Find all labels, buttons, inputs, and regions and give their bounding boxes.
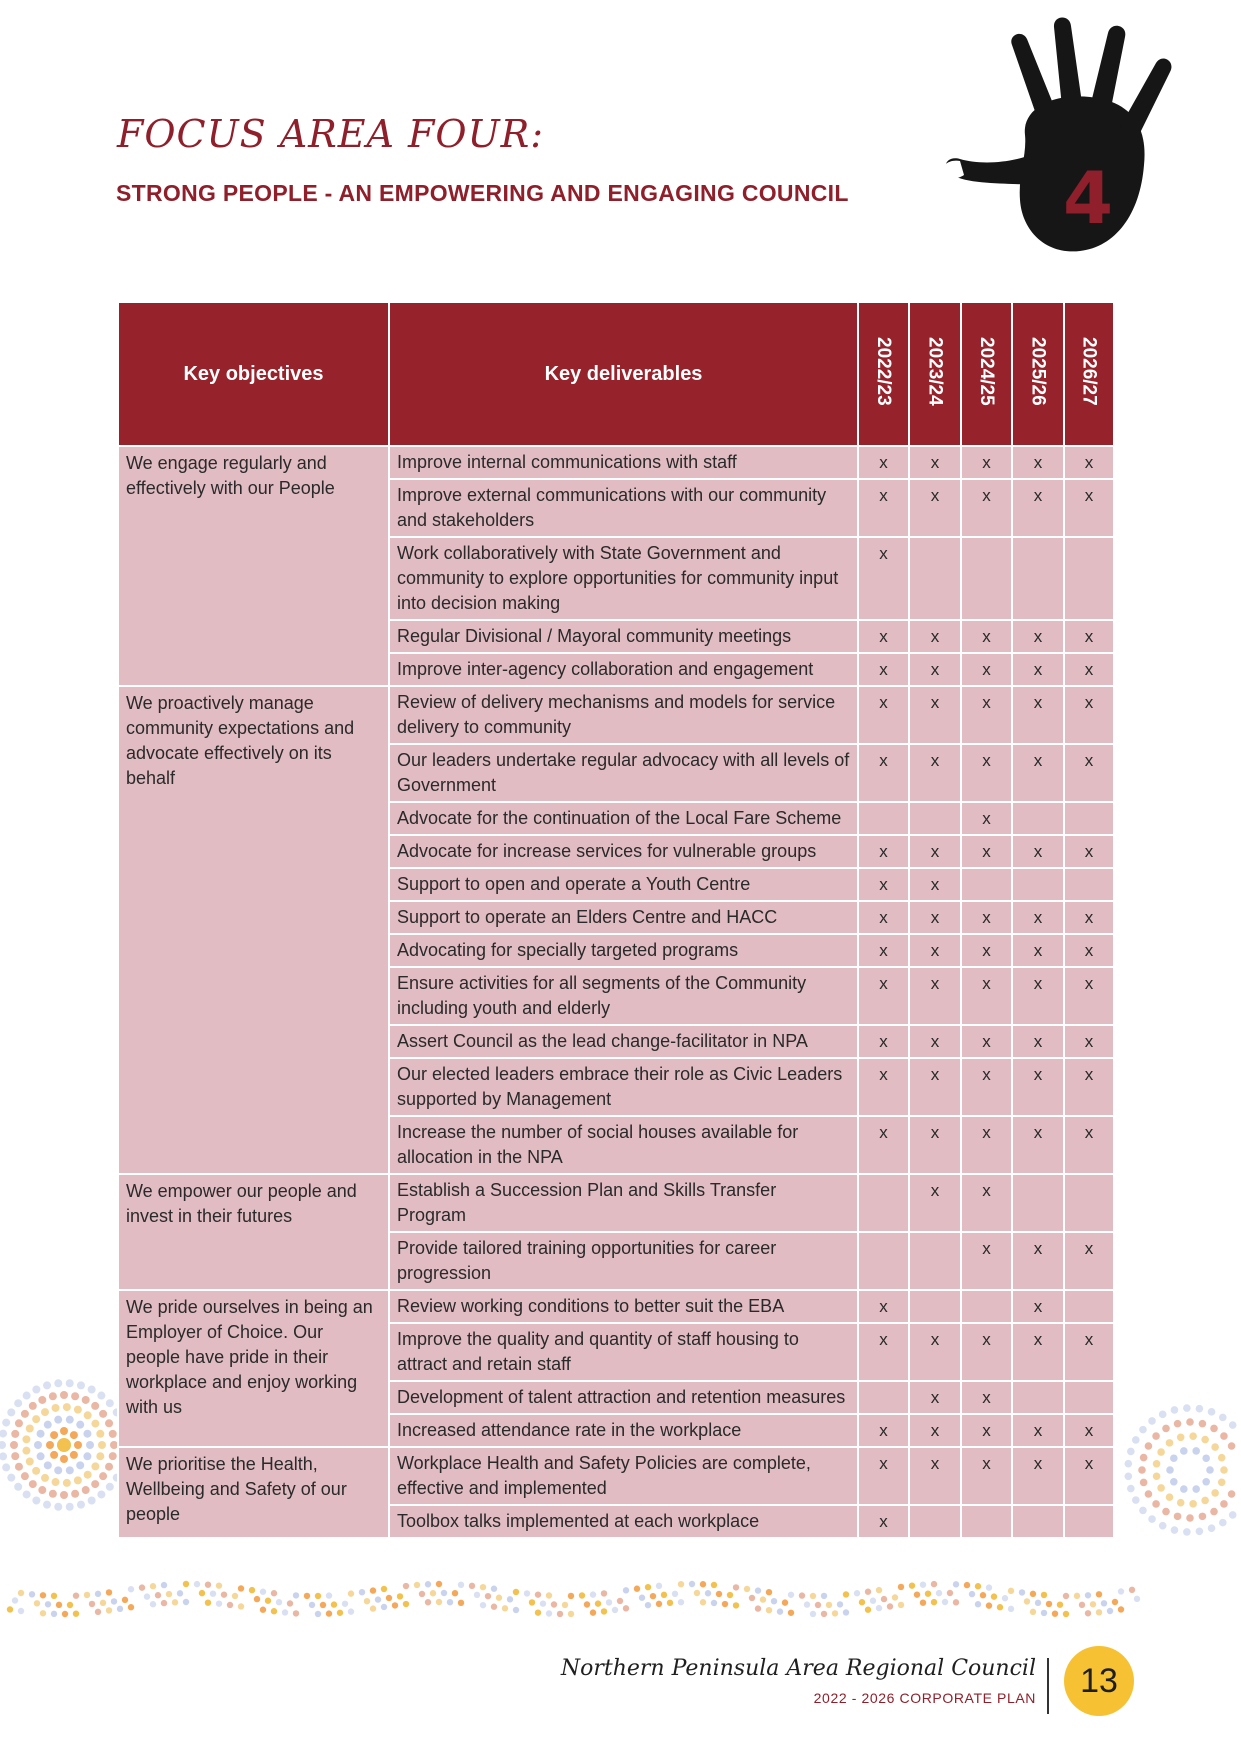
year-mark-cell xyxy=(858,1381,909,1414)
year-mark-cell: x xyxy=(1064,620,1114,653)
year-mark-cell xyxy=(1064,1174,1114,1232)
year-mark-cell xyxy=(961,1290,1012,1323)
year-mark-cell xyxy=(909,802,961,835)
year-mark-cell: x xyxy=(909,653,961,686)
year-mark-cell: x xyxy=(1012,446,1064,479)
year-mark-cell: x xyxy=(1064,1232,1114,1290)
table-row xyxy=(118,1174,1114,1232)
year-mark-cell: x xyxy=(858,835,909,868)
year-mark-cell: x xyxy=(1012,479,1064,537)
deliverable-cell: Improve internal communications with staff xyxy=(389,446,858,479)
year-mark-cell: x xyxy=(858,537,909,620)
deliverable-cell: Increase the number of social houses available for allocation in the NPA xyxy=(389,1116,858,1174)
year-mark-cell: x xyxy=(961,1232,1012,1290)
year-mark-cell xyxy=(961,868,1012,901)
deliverable-cell: Assert Council as the lead change-facilitator in NPA xyxy=(389,1025,858,1058)
table-header-row xyxy=(118,302,1114,446)
year-mark-cell: x xyxy=(909,1058,961,1116)
year-mark-cell: x xyxy=(1012,835,1064,868)
year-mark-cell: x xyxy=(961,934,1012,967)
year-mark-cell: x xyxy=(1012,1290,1064,1323)
year-mark-cell xyxy=(858,802,909,835)
year-mark-cell xyxy=(909,1290,961,1323)
objective-cell: We proactively manage community expectations and advocate effectively on its behalf xyxy=(118,686,389,1174)
header-year-2023-24: 2023/24 xyxy=(909,302,961,446)
header-year-2025-26: 2025/26 xyxy=(1012,302,1064,446)
year-mark-cell: x xyxy=(1064,1323,1114,1381)
year-mark-cell: x xyxy=(1012,1058,1064,1116)
year-mark-cell xyxy=(1012,1174,1064,1232)
year-mark-cell xyxy=(1064,1290,1114,1323)
year-mark-cell xyxy=(1012,537,1064,620)
year-mark-cell: x xyxy=(1012,901,1064,934)
year-mark-cell: x xyxy=(858,1290,909,1323)
year-mark-cell: x xyxy=(961,1058,1012,1116)
year-mark-cell xyxy=(1064,537,1114,620)
deliverable-cell: Support to open and operate a Youth Centre xyxy=(389,868,858,901)
year-mark-cell: x xyxy=(858,620,909,653)
year-mark-cell: x xyxy=(1012,1414,1064,1447)
focus-area-number: 4 xyxy=(1063,156,1114,240)
year-mark-cell: x xyxy=(1064,479,1114,537)
year-mark-cell: x xyxy=(1064,967,1114,1025)
objective-cell: We empower our people and invest in their futures xyxy=(118,1174,389,1290)
deliverable-cell: Improve inter-agency collaboration and engagement xyxy=(389,653,858,686)
deliverable-cell: Ensure activities for all segments of the Community including youth and elderly xyxy=(389,967,858,1025)
year-mark-cell: x xyxy=(909,446,961,479)
table-row xyxy=(118,1290,1114,1323)
year-mark-cell: x xyxy=(1012,1116,1064,1174)
year-mark-cell: x xyxy=(961,1323,1012,1381)
year-mark-cell: x xyxy=(1012,653,1064,686)
year-mark-cell: x xyxy=(1012,1323,1064,1381)
year-mark-cell: x xyxy=(858,901,909,934)
year-mark-cell: x xyxy=(961,446,1012,479)
year-mark-cell: x xyxy=(909,1414,961,1447)
header-key-objectives: Key objectives xyxy=(118,302,389,446)
year-mark-cell: x xyxy=(858,1323,909,1381)
header-year-2022-23: 2022/23 xyxy=(858,302,909,446)
year-mark-cell: x xyxy=(858,1025,909,1058)
year-mark-cell: x xyxy=(961,967,1012,1025)
year-mark-cell: x xyxy=(858,1116,909,1174)
year-mark-cell: x xyxy=(858,967,909,1025)
year-mark-cell: x xyxy=(1012,1025,1064,1058)
deliverable-cell: Review working conditions to better suit the EBA xyxy=(389,1290,858,1323)
focus-area-subtitle: STRONG PEOPLE - AN EMPOWERING AND ENGAGING COUNCIL xyxy=(116,180,849,206)
year-mark-cell: x xyxy=(1012,1447,1064,1505)
year-mark-cell xyxy=(1012,1505,1064,1538)
year-mark-cell xyxy=(1012,1381,1064,1414)
header-year-2026-27: 2026/27 xyxy=(1064,302,1114,446)
year-mark-cell: x xyxy=(1064,1058,1114,1116)
objectives-table xyxy=(117,301,1115,1539)
year-mark-cell: x xyxy=(961,1447,1012,1505)
year-mark-cell: x xyxy=(961,1116,1012,1174)
objective-cell: We pride ourselves in being an Employer of Choice. Our people have pride in their workplace and enjoy working with us xyxy=(118,1290,389,1447)
year-mark-cell: x xyxy=(858,1058,909,1116)
year-mark-cell: x xyxy=(858,868,909,901)
deliverable-cell: Our elected leaders embrace their role as Civic Leaders supported by Management xyxy=(389,1058,858,1116)
table-body xyxy=(118,446,1114,1538)
year-mark-cell: x xyxy=(1064,835,1114,868)
year-mark-cell: x xyxy=(961,1025,1012,1058)
header-year-2024-25: 2024/25 xyxy=(961,302,1012,446)
deliverable-cell: Advocate for increase services for vulnerable groups xyxy=(389,835,858,868)
year-mark-cell: x xyxy=(909,967,961,1025)
deliverable-cell: Establish a Succession Plan and Skills Transfer Program xyxy=(389,1174,858,1232)
deliverable-cell: Improve external communications with our community and stakeholders xyxy=(389,479,858,537)
year-mark-cell: x xyxy=(961,835,1012,868)
footer-plan-label: 2022 - 2026 CORPORATE PLAN xyxy=(813,1690,1036,1706)
year-mark-cell: x xyxy=(858,934,909,967)
footer-divider xyxy=(1047,1658,1049,1714)
year-mark-cell: x xyxy=(1064,1025,1114,1058)
deliverable-cell: Work collaboratively with State Government and community to explore opportunities for community input into decision making xyxy=(389,537,858,620)
year-mark-cell: x xyxy=(909,479,961,537)
year-mark-cell: x xyxy=(1064,686,1114,744)
year-mark-cell: x xyxy=(961,901,1012,934)
year-mark-cell: x xyxy=(1064,1447,1114,1505)
table-row xyxy=(118,446,1114,479)
year-mark-cell: x xyxy=(909,1116,961,1174)
year-mark-cell xyxy=(858,1174,909,1232)
year-mark-cell: x xyxy=(1064,1116,1114,1174)
year-mark-cell xyxy=(1064,802,1114,835)
header-key-deliverables: Key deliverables xyxy=(389,302,858,446)
year-mark-cell xyxy=(909,1232,961,1290)
year-mark-cell: x xyxy=(1064,1414,1114,1447)
deliverable-cell: Review of delivery mechanisms and models for service delivery to community xyxy=(389,686,858,744)
year-mark-cell xyxy=(909,1505,961,1538)
year-mark-cell: x xyxy=(909,1447,961,1505)
year-mark-cell: x xyxy=(909,868,961,901)
year-mark-cell xyxy=(858,1232,909,1290)
year-mark-cell: x xyxy=(858,744,909,802)
table-row xyxy=(118,1447,1114,1505)
year-mark-cell xyxy=(1064,868,1114,901)
year-mark-cell: x xyxy=(1064,653,1114,686)
year-mark-cell: x xyxy=(1012,686,1064,744)
year-mark-cell: x xyxy=(858,1505,909,1538)
year-mark-cell: x xyxy=(858,1447,909,1505)
year-mark-cell: x xyxy=(961,1174,1012,1232)
deliverable-cell: Support to operate an Elders Centre and HACC xyxy=(389,901,858,934)
deliverable-cell: Improve the quality and quantity of staff housing to attract and retain staff xyxy=(389,1323,858,1381)
handprint-icon xyxy=(930,15,1190,275)
year-mark-cell: x xyxy=(1064,934,1114,967)
year-mark-cell: x xyxy=(909,1025,961,1058)
year-mark-cell: x xyxy=(1064,901,1114,934)
year-mark-cell: x xyxy=(858,446,909,479)
year-mark-cell: x xyxy=(909,934,961,967)
deliverable-cell: Development of talent attraction and retention measures xyxy=(389,1381,858,1414)
deliverable-cell: Increased attendance rate in the workplace xyxy=(389,1414,858,1447)
deliverable-cell: Our leaders undertake regular advocacy with all levels of Government xyxy=(389,744,858,802)
year-mark-cell: x xyxy=(858,686,909,744)
year-mark-cell: x xyxy=(1064,446,1114,479)
year-mark-cell: x xyxy=(961,620,1012,653)
year-mark-cell: x xyxy=(961,686,1012,744)
year-mark-cell: x xyxy=(961,1414,1012,1447)
year-mark-cell: x xyxy=(858,1414,909,1447)
year-mark-cell xyxy=(1012,868,1064,901)
deliverable-cell: Workplace Health and Safety Policies are complete, effective and implemented xyxy=(389,1447,858,1505)
year-mark-cell: x xyxy=(961,653,1012,686)
year-mark-cell: x xyxy=(1064,744,1114,802)
page-number-badge xyxy=(1064,1646,1134,1716)
objective-cell: We engage regularly and effectively with our People xyxy=(118,446,389,686)
year-mark-cell: x xyxy=(909,1381,961,1414)
year-mark-cell: x xyxy=(909,1174,961,1232)
year-mark-cell xyxy=(909,537,961,620)
year-mark-cell: x xyxy=(1012,934,1064,967)
deliverable-cell: Regular Divisional / Mayoral community meetings xyxy=(389,620,858,653)
deliverable-cell: Toolbox talks implemented at each workplace xyxy=(389,1505,858,1538)
year-mark-cell: x xyxy=(961,744,1012,802)
year-mark-cell: x xyxy=(1012,1232,1064,1290)
year-mark-cell xyxy=(1012,802,1064,835)
year-mark-cell: x xyxy=(909,744,961,802)
page-number: 13 xyxy=(1080,1661,1118,1700)
year-mark-cell: x xyxy=(909,620,961,653)
year-mark-cell: x xyxy=(858,479,909,537)
year-mark-cell: x xyxy=(961,1381,1012,1414)
year-mark-cell xyxy=(961,1505,1012,1538)
deliverable-cell: Provide tailored training opportunities for career progression xyxy=(389,1232,858,1290)
year-mark-cell xyxy=(961,537,1012,620)
deliverable-cell: Advocating for specially targeted programs xyxy=(389,934,858,967)
focus-area-title: FOCUS AREA FOUR: xyxy=(117,112,545,156)
year-mark-cell: x xyxy=(909,835,961,868)
year-mark-cell: x xyxy=(909,901,961,934)
year-mark-cell: x xyxy=(1012,620,1064,653)
year-mark-cell xyxy=(1064,1381,1114,1414)
deliverable-cell: Advocate for the continuation of the Local Fare Scheme xyxy=(389,802,858,835)
year-mark-cell: x xyxy=(858,653,909,686)
table-row xyxy=(118,686,1114,744)
year-mark-cell: x xyxy=(961,479,1012,537)
year-mark-cell xyxy=(1064,1505,1114,1538)
objective-cell: We prioritise the Health, Wellbeing and Safety of our people xyxy=(118,1447,389,1538)
year-mark-cell: x xyxy=(961,802,1012,835)
footer-council-name: Northern Peninsula Area Regional Council xyxy=(560,1656,1036,1681)
year-mark-cell: x xyxy=(1012,967,1064,1025)
year-mark-cell: x xyxy=(1012,744,1064,802)
year-mark-cell: x xyxy=(909,1323,961,1381)
year-mark-cell: x xyxy=(909,686,961,744)
